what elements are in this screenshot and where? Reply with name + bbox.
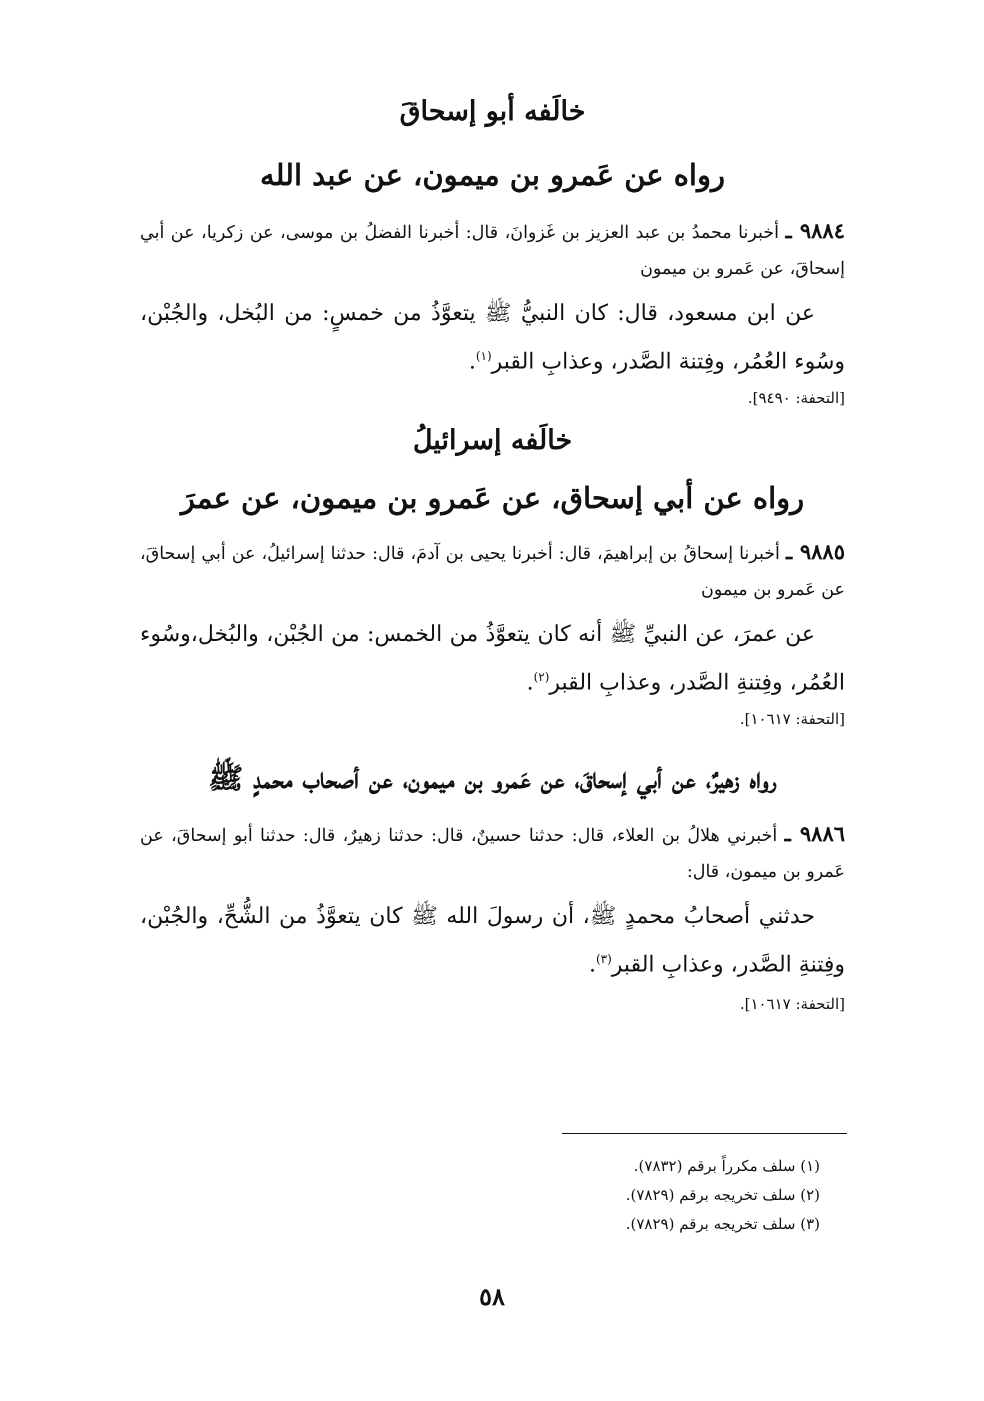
page-body — [140, 80, 845, 1013]
footnote-ref: (٣) — [595, 952, 612, 967]
footnote-ref: (٢) — [533, 669, 550, 684]
hadith-number: ٩٨٨٥ ـ — [785, 538, 845, 564]
matn-text: حدثني أصحابُ محمدٍ ﷺ، أن رسولَ الله ﷺ كان يتعوَّذُ من الشُّحِّ، والجُبْن، وفِتنةِ الصَّدر، وعذابِ القبر — [140, 904, 845, 978]
tuhfa-reference: [التحفة: ٩٤٩٠]. — [747, 389, 845, 408]
footnote-ref: (١) — [475, 348, 492, 363]
hadith-matn-9886: حدثني أصحابُ محمدٍ ﷺ، أن رسولَ الله ﷺ كان يتعوَّذُ من الشُّحِّ، والجُبْن، وفِتنةِ الصَّدر، وعذابِ القبر$^{(٣)}$. — [140, 904, 845, 978]
isnad-text: أخبرنا محمدُ بن عبد العزيز بن غَزوانَ، قال: أخبرنا الفضلُ بن موسى، عن زكريا، عن أبي إسحاقَ، عن عَمرو بن ميمون — [140, 222, 845, 279]
tuhfa-reference: [التحفة: ١٠٦١٧]. — [739, 994, 845, 1013]
hadith-number: ٩٨٨٤ ـ — [785, 217, 845, 243]
hadith-number: ٩٨٨٦ ـ — [784, 821, 846, 847]
footnote-separator — [562, 1133, 847, 1134]
hadith-isnad-9885 — [140, 534, 845, 608]
footnote-1: (١) سلف مكرراً برقم (٧٨٣٢). — [633, 1157, 820, 1175]
tuhfa-reference: [التحفة: ١٠٦١٧]. — [739, 710, 845, 729]
section-heading-1: خالَفه أبو إسحاقَ — [399, 96, 586, 127]
page-number: ٥٨ — [479, 1282, 505, 1311]
hadith-isnad-9884 — [140, 213, 845, 287]
section-subheading-1: رواه عن عَمرو بن ميمون، عن عبد الله — [260, 158, 725, 193]
section-subheading-3: رواه زهيرٌ، عن أبي إسحاقَ، عن عَمرو بن ميمون، عن أصحاب محمدٍ ﷺ — [208, 761, 777, 796]
isnad-text: أخبرني هلالُ بن العلاء، قال: حدثنا حسينٌ، قال: حدثنا زهيرٌ، قال: حدثنا أبو إسحاقَ، عن عَمرو بن ميمون، قال: — [140, 826, 845, 883]
footnote-3: (٣) سلف تخريجه برقم (٧٨٢٩). — [625, 1215, 820, 1233]
hadith-isnad-9886 — [140, 816, 845, 890]
matn-text: عن ابن مسعود، قال: كان النبيُّ ﷺ يتعوَّذُ من خمسٍ: من البُخل، والجُبْن، وسُوء العُمُر، وفِتنة الصَّدر، وعذابِ القبر — [140, 300, 845, 375]
footnotes — [400, 1152, 820, 1239]
matn-text: عن عمرَ، عن النبيِّ ﷺ أنه كان يتعوَّذُ من الخمس: من الجُبْن، والبُخل،وسُوء العُمُر، وفِتنةِ الصَّدر، وعذابِ القبر — [140, 621, 845, 696]
footnote-2: (٢) سلف تخريجه برقم (٧٨٢٩). — [625, 1186, 820, 1204]
hadith-matn-9884: عن ابن مسعود، قال: كان النبيُّ ﷺ يتعوَّذُ من خمسٍ: من البُخل، والجُبْن، وسُوء العُمُر، وفِتنة الصَّدر، وعذابِ القبر$^{(١)}$. — [140, 300, 845, 375]
section-subheading-2: رواه عن أبي إسحاق، عن عَمرو بن ميمون، عن عمرَ — [180, 481, 805, 516]
section-heading-2: خالَفه إسرائيلُ — [412, 425, 573, 457]
hadith-matn-9885: عن عمرَ، عن النبيِّ ﷺ أنه كان يتعوَّذُ من الخمس: من الجُبْن، والبُخل،وسُوء العُمُر، وفِتنةِ الصَّدر، وعذابِ القبر$^{(٢)}$. — [140, 621, 845, 696]
isnad-text: أخبرنا إسحاقُ بن إبراهيمَ، قال: أخبرنا يحيى بن آدمَ، قال: حدثنا إسرائيلُ، عن أبي إسحاقَ، عن عَمرو بن ميمون — [140, 543, 845, 600]
